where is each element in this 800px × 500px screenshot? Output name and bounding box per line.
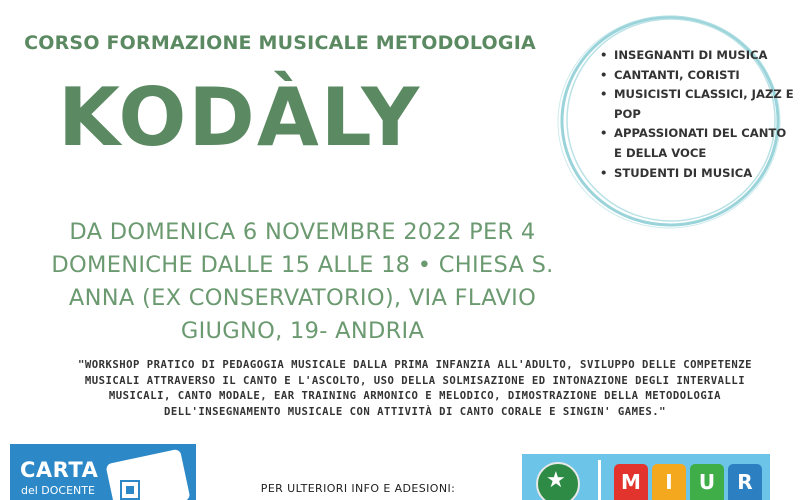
qr-code-icon <box>120 480 140 500</box>
audience-list <box>596 46 796 183</box>
miur-logo <box>522 454 770 500</box>
miur-tile-m: M <box>614 464 648 500</box>
course-subtitle: CORSO FORMAZIONE MUSICALE METODOLOGIA <box>24 32 536 54</box>
italian-emblem-icon: ★ <box>536 462 580 500</box>
carta-title: CARTA <box>20 458 99 482</box>
audience-item: • APPASSIONATI DEL CANTO E DELLA VOCE <box>596 124 796 163</box>
audience-item: • STUDENTI DI MUSICA <box>596 164 796 184</box>
audience-item: • MUSICISTI CLASSICI, JAZZ E POP <box>596 85 796 124</box>
audience-item: • INSEGNANTI DI MUSICA <box>596 46 796 66</box>
miur-tile-u: U <box>690 464 724 500</box>
audience-item: • CANTANTI, CORISTI <box>596 66 796 86</box>
contact-info: PER ULTERIORI INFO E ADESIONI: <box>260 482 456 495</box>
miur-tile-r: R <box>728 464 762 500</box>
course-title: KODÀLY <box>58 71 422 164</box>
card-graphic <box>105 449 190 500</box>
logo-divider <box>598 460 601 500</box>
miur-tile-i: I <box>652 464 686 500</box>
schedule-text: DA DOMENICA 6 NOVEMBRE 2022 PER 4 DOMENICHE DALLE 15 ALLE 18 • CHIESA S. ANNA (EX CONSERVATORIO), VIA FLAVIO GIUGNO, 19- ANDRIA <box>51 219 554 344</box>
carta-subtitle: del DOCENTE <box>21 484 95 497</box>
workshop-description: "WORKSHOP PRATICO DI PEDAGOGIA MUSICALE DALLA PRIMA INFANZIA ALL'ADULTO, SVILUPPO DELLE COMPETENZE MUSICALI ATTRAVERSO IL CANTO E L'ASCOLTO, USO DELLA SOLMISAZIONE ED INTONAZIONE DEGLI INTERVALLI MUSICALI, CANTO MODALE, EAR TRAINING ARMONICO E MELODICO, DIMOSTRAZIONE DELLA METODOLOGIA DELL'INSEGNAMENTO MUSICALE CON ATTIVITÀ DI CANTO CORALE E SINGIN' GAMES." <box>77 359 753 418</box>
carta-docente-logo <box>10 444 196 500</box>
